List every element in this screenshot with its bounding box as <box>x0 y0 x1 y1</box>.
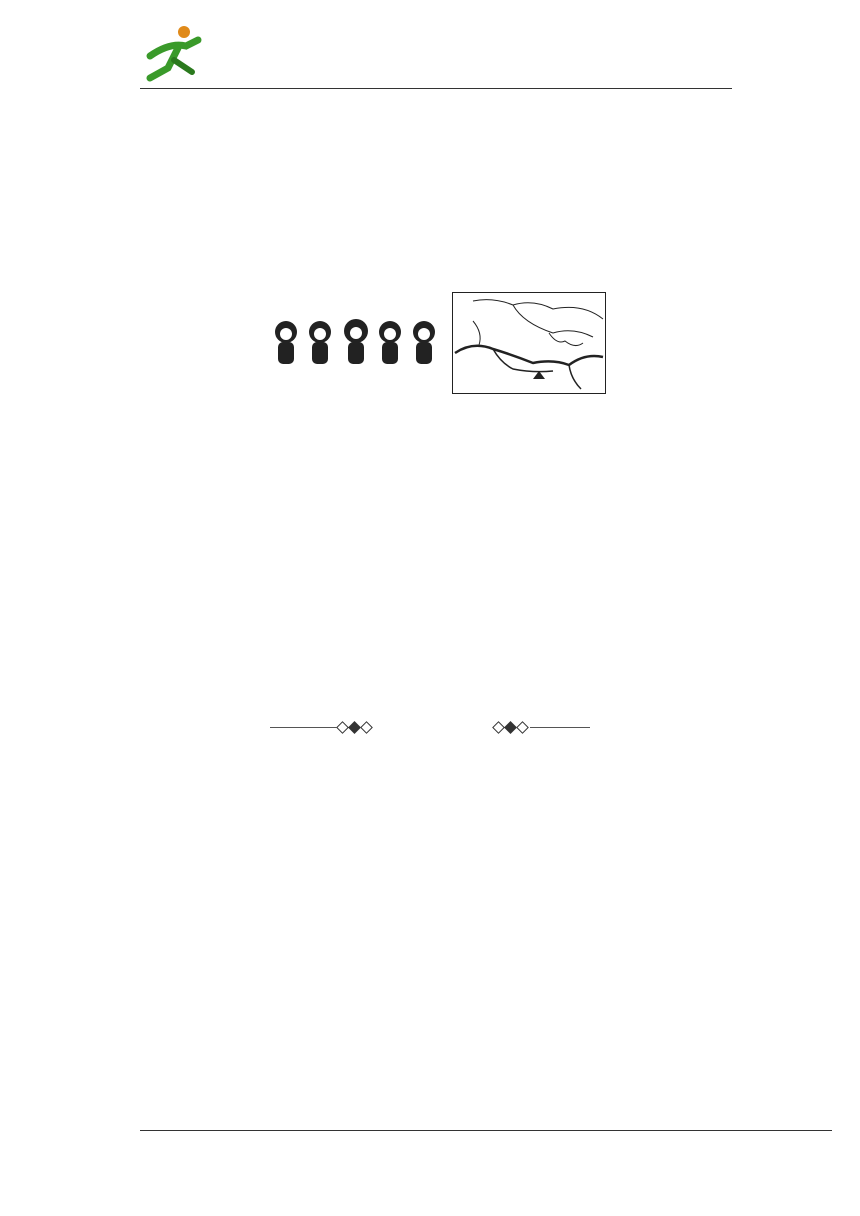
diamond-icon <box>504 721 517 734</box>
header-divider <box>140 88 732 89</box>
fuwa-mascots-figure <box>270 318 442 388</box>
feedback-rule-left <box>270 727 338 728</box>
answer-1-line-1 <box>158 204 171 220</box>
diamond-icon <box>360 721 373 734</box>
tibet-map <box>452 292 606 394</box>
diamond-icon <box>348 721 361 734</box>
diamond-icon <box>492 721 505 734</box>
logo-runner-icon <box>140 22 210 84</box>
map-drawing <box>453 293 605 393</box>
feedback-rule-right <box>530 727 590 728</box>
diamond-icon <box>516 721 529 734</box>
diamond-icon <box>336 721 349 734</box>
footer-divider <box>140 1130 832 1131</box>
fuwa-mascots-icon <box>270 318 442 372</box>
